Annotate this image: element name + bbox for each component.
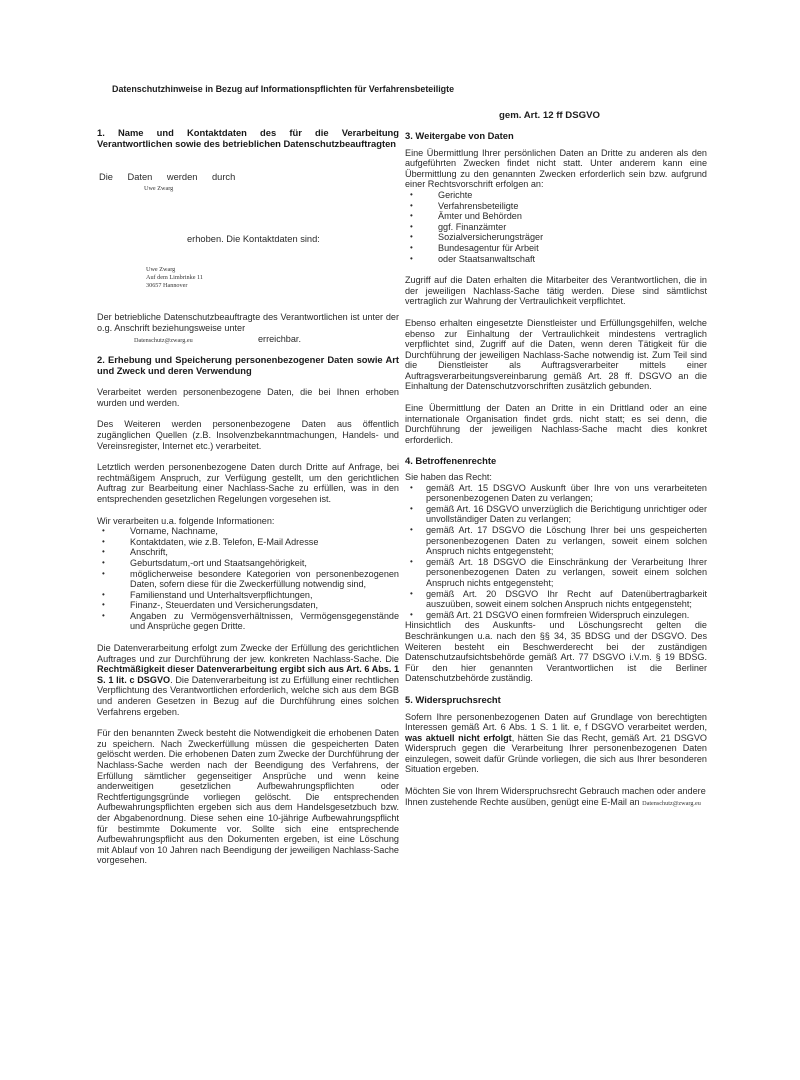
section2-p4-a: Die Datenverarbeitung erfolgt zum Zwecke der Erfüllung des gerichtlichen Auftrages und zur Durchführung der jew. konkreten Nachlass-Sache. Die: [97, 643, 399, 664]
section1-heading: 1. Name und Kontaktdaten des für die Verarbeitung Verantwortlichen sowie des betrieblichen Datenschutzbeauftragten: [97, 127, 399, 149]
address-line: Auf dem Limbrinke 11: [146, 274, 203, 281]
section5-heading: 5. Widerspruchsrecht: [405, 693, 501, 705]
legal-basis: Rechtmäßigkeit dieser Datenverarbeitung ergibt sich aus Art. 6 Abs. 1 S. 1 lit. c DSGVO: [97, 664, 399, 685]
list-item: • Gerichte: [405, 190, 707, 201]
section1: [97, 128, 399, 149]
controller-address: [146, 266, 203, 290]
dpo-suffix: erreichbar.: [258, 334, 301, 344]
list-item: • Anschrift,: [97, 547, 399, 558]
section5-p1-b: , hätten Sie das Recht, gemäß Art. 21 DSGVO Widerspruch gegen die Verarbeitung Ihrer personenbezogenen Daten einzulegen, soweit dafür Gründe vorliegen, die sich aus Ihrer besonderen Situation ergeben.: [405, 732, 707, 775]
section5-p1-a: Sofern Ihre personenbezogenen Daten auf Grundlage von berechtigten Interessen gemäß Art. 6 Abs. 1 S. 1 lit. e, f DSGVO verarbeitet werden,: [405, 711, 707, 733]
section3: [405, 131, 707, 808]
section1-collected: erhoben. Die Kontaktdaten sind:: [187, 234, 320, 244]
list-item: • Familienstand und Unterhaltsverpflichtungen,: [97, 590, 399, 601]
controller-name: Uwe Zwarg: [144, 185, 174, 192]
list-item: • Verfahrensbeteiligte: [405, 201, 707, 212]
section2: [97, 355, 399, 866]
dpo-email[interactable]: Datenschutz@zwarg.eu: [134, 337, 193, 344]
list-item: • Vorname, Nachname,: [97, 526, 399, 537]
section3-heading: 3. Weitergabe von Daten: [405, 130, 514, 141]
section2-heading: 2. Erhebung und Speicherung personenbezogener Daten sowie Art und Zweck und deren Verwendung: [97, 354, 399, 376]
section3-list: [405, 190, 707, 264]
list-item: • gemäß Art. 16 DSGVO unverzüglich die Berichtigung unrichtiger oder unvollständiger Daten zu verlangen;: [405, 504, 707, 525]
list-item: • ggf. Finanzämter: [405, 222, 707, 233]
address-line: Uwe Zwarg: [146, 266, 176, 273]
section2-p3: Letztlich werden personenbezogene Daten durch Dritte auf Anfrage, bei rechtmäßigem Anspruch, zur Verfügung gestellt, um den gerichtlichen Auftrag zur Bearbeitung einer Nachlass-Sache zu erfüllen, was in den entsprechenden gesetzlichen Regelungen vorgesehen ist.: [97, 462, 399, 504]
not-applicable-note: was aktuell nicht erfolgt: [405, 732, 512, 743]
section4-heading: 4. Betroffenenrechte: [405, 455, 497, 467]
dpo-paragraph: [97, 312, 399, 333]
section4-intro: Sie haben das Recht:: [405, 472, 492, 483]
section5-p2-text: Möchten Sie von Ihrem Widerspruchsrecht Gebrauch machen oder andere Ihnen zustehende Rechte ausüben, genügt eine E-Mail an: [405, 786, 706, 807]
section2-list-intro: Wir verarbeiten u.a. folgende Informationen:: [97, 515, 275, 526]
list-item: • gemäß Art. 17 DSGVO die Löschung Ihrer bei uns gespeicherten personenbezogenen Daten zu verlangen, soweit einem solchen Anspruch nichts entgegensteht;: [405, 525, 707, 557]
list-item: • gemäß Art. 20 DSGVO Ihr Recht auf Datenübertragbarkeit auszuüben, soweit einem solchen Anspruch nichts entgegensteht;: [405, 589, 707, 610]
section5-p1: [405, 712, 707, 776]
section2-p5: Für den benannten Zweck besteht die Notwendigkeit die erhobenen Daten zu speichern. Nach Zweckerfüllung müssen die gespeicherten Daten gelöscht werden. Die erhobenen Daten zum Zwecke der Durchführung der Nachlass-Sache werden nach der Beendigung des Verfahrens, der Erfüllung sämtlicher gegenseitiger Ansprüche und wenn keine anderweitigen gesetzlichen Aufbewahrungspflichten oder Rechtfertigungsgründe vorliegen gelöscht. Die entsprechenden Aufbewahrungspflichten ergeben sich aus dem Handelsgesetzbuch bzw. der Abgabenordnung. Diese sehen eine 10-jährige Aufbewahrungspflicht für bestimmte Dokumente vor. Sollte sich eine entsprechende Aufbewahrungspflicht aus den Dokumenten ergeben, ist eine Löschung mit Ablauf von 10 Jahren nach Beendigung der jeweiligen Nachlass-Sache vorgesehen.: [97, 728, 399, 866]
contact-email[interactable]: Datenschutz@zwarg.eu: [642, 799, 701, 807]
section2-p1: Verarbeitet werden personenbezogene Daten, die bei Ihnen erhoben wurden und werden.: [97, 387, 399, 408]
list-item: • gemäß Art. 18 DSGVO die Einschränkung der Verarbeitung Ihrer personenbezogenen Daten zu verlangen, soweit einem solchen Anspruch nichts entgegensteht;: [405, 557, 707, 589]
section2-p4-b: . Die Datenverarbeitung ist zu Erfüllung einer rechtlichen Verpflichtung des Verantwortlichen erforderlich, welche sich aus dem BGB und anderen Gesetzen in Bezug auf die Durchführung eines solchen Verfahrens ergeben.: [97, 674, 399, 717]
list-item: • gemäß Art. 21 DSGVO einen formfreien Widerspruch einzulegen.: [405, 610, 707, 621]
section3-p3: Ebenso erhalten eingesetzte Dienstleister und Erfüllungsgehilfen, welche ebenso zur Einhaltung der Vertraulichkeit mindestens vertraglich verpflichtet sind, Zugriff auf die Daten, wenn deren Tätigkeit für die Durchführung der jeweiligen Nachlass-Sache notwendig ist. Zum Teil sind die Dienstleister als Auftragsverarbeiter mittels einer Auftragsverarbeitungsvereinbarung gemäß Art. 28 ff. DSGVO an die Einhaltung der Datenschutzvorschriften zusätzlich gebunden.: [405, 317, 707, 392]
list-item: • Geburtsdatum,-ort und Staatsangehörigkeit,: [97, 558, 399, 569]
section2-p2: Des Weiteren werden personenbezogene Daten aus öffentlich zugänglichen Quellen (z.B. Insolvenzbekanntmachungen, Handels- und Vereinsregister, Internet etc.) verarbeitet.: [97, 419, 399, 451]
list-item: • Bundesagentur für Arbeit: [405, 243, 707, 254]
section4-p1: Hinsichtlich des Auskunfts- und Löschungsrecht gelten die Beschränkungen u.a. nach den §§ 34, 35 BDSG und der DSGVO. Des Weiteren besteht ein Beschwerderecht bei der zuständigen Datenschutzaufsichtsbehörde gemäß Art. 77 DSGVO i.V.m. § 19 BDSG. Für den hier genannten Verantwortlichen ist die Berliner Datenschutzbehörde zuständig.: [405, 620, 707, 684]
section2-p4: [97, 643, 399, 717]
address-line: 30657 Hannover: [146, 282, 188, 289]
section4-list: [405, 483, 707, 621]
section3-p1: Eine Übermittlung Ihrer persönlichen Daten an Dritte zu anderen als den aufgeführten Zwecken findet nicht statt. Unter anderem kann eine Übermittlung zu den genannten Zwecken erforderlich sein bzw. aufgrund einer Rechtsvorschrift erfolgen an:: [405, 147, 707, 190]
list-item: • möglicherweise besondere Kategorien von personenbezogenen Daten, sofern diese für die Zweckerfüllung notwendig sind,: [97, 569, 399, 590]
dpo-text: Der betriebliche Datenschutzbeauftragte des Verantwortlichen ist unter der o.g. Anschrift beziehungsweise unter: [97, 312, 399, 333]
section2-list: [97, 526, 399, 632]
list-item: • Finanz-, Steuerdaten und Versicherungsdaten,: [97, 600, 399, 611]
list-item: • gemäß Art. 15 DSGVO Auskunft über Ihre von uns verarbeiteten personenbezogenen Daten zu verlangen;: [405, 483, 707, 504]
list-item: • Sozialversicherungsträger: [405, 232, 707, 243]
document-title: Datenschutzhinweise in Bezug auf Informationspflichten für Verfahrensbeteiligte: [112, 84, 455, 95]
section1-intro: Die Daten werden durch: [99, 172, 236, 182]
document-subtitle: gem. Art. 12 ff DSGVO: [499, 110, 600, 121]
list-item: • oder Staatsanwaltschaft: [405, 254, 707, 265]
section3-p4: Eine Übermittlung der Daten an Dritte in ein Drittland oder an eine internationale Organisation findet grds. nicht statt; es sei denn, die Durchführung der jeweiligen Nachlass-Sache macht dies konkret erforderlich.: [405, 403, 707, 445]
section3-p2: Zugriff auf die Daten erhalten die Mitarbeiter des Verantwortlichen, die in der jeweiligen Nachlass-Sache tätig werden. Diese sind sämtlichst vertraglich zur Wahrung der Vertraulichkeit verpflichtet.: [405, 275, 707, 307]
list-item: • Angaben zu Vermögensverhältnissen, Vermögensgegenstände und Ansprüche gegen Dritte.: [97, 611, 399, 632]
list-item: • Kontaktdaten, wie z.B. Telefon, E-Mail Adresse: [97, 537, 399, 548]
list-item: • Ämter und Behörden: [405, 211, 707, 222]
section5-p2: [405, 786, 707, 808]
